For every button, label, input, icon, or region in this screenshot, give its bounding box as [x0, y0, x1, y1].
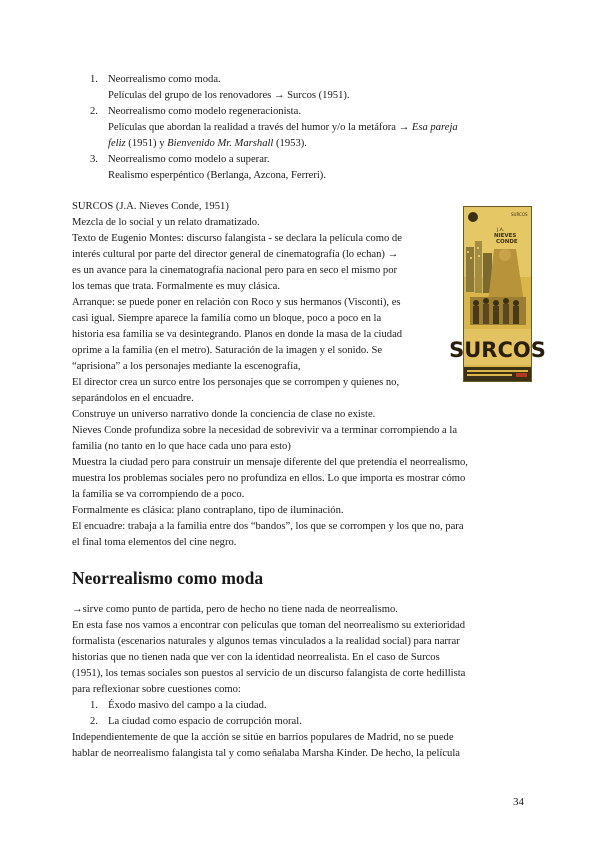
paragraph-line: muestra los problemas sociales pero no profundiza en ellos. Lo que importa es mostrar cómo: [72, 473, 466, 484]
list-item-title: Neorrealismo como modelo a superar.: [108, 154, 270, 165]
poster-title: SURCOS: [449, 338, 546, 362]
list-item-detail: Películas del grupo de los renovadores → Surcos (1951).: [108, 90, 350, 101]
paragraph-line: Formalmente es clásica: plano contraplano, tipo de iluminación.: [72, 505, 344, 516]
paragraph-line: Mezcla de lo social y un relato dramatizado.: [72, 217, 260, 228]
paragraph-line: oprime a la familia (en el metro). Saturación de la imagen y el sonido. Se: [72, 345, 383, 356]
list-number: 3.: [90, 154, 98, 165]
list-number: 2.: [90, 716, 98, 727]
poster-top-text: SURCOS: [511, 212, 528, 217]
surcos-heading: SURCOS (J.A. Nieves Conde, 1951): [72, 201, 229, 212]
paragraph-line: familia (no tanto en lo que hace cada uno para esto): [72, 441, 291, 452]
paragraph-line: para reflexionar sobre cuestiones como:: [72, 684, 241, 695]
paragraph-line: el final toma elementos del cine negro.: [72, 537, 237, 548]
paragraph-line: la familia se va corrompiendo de a poco.: [72, 489, 245, 500]
surcos-poster-image: [449, 206, 546, 382]
paragraph-line: historias que no tienen nada que ver con la identidad neorrealista. En el caso de Surcos: [72, 652, 440, 663]
list-item-title: Neorrealismo como modelo regeneracionista.: [108, 106, 301, 117]
list-item-detail: Realismo esperpéntico (Berlanga, Azcona, Ferreri).: [108, 170, 326, 181]
poster-illustration: [449, 207, 546, 381]
paragraph-line: Independientemente de que la acción se sitúe en barrios populares de Madrid, no se puede: [72, 732, 454, 743]
paragraph-line: Construye un universo narrativo donde la conciencia de clase no existe.: [72, 409, 376, 420]
section-heading: Neorrealismo como moda: [72, 568, 264, 588]
paragraph-line: los temas que trata. Formalmente es muy clásica.: [72, 281, 280, 292]
paragraph-line: Texto de Eugenio Montes: discurso falangista - se declara la película como de: [72, 233, 402, 244]
paragraph-line: Arranque: se puede poner en relación con Roco y sus hermanos (Visconti), es: [72, 297, 401, 308]
list-number: 2.: [90, 106, 98, 117]
paragraph-line: El encuadre: trabaja a la familia entre dos “bandos”, los que se corrompen y los que no, para: [72, 521, 464, 532]
paragraph-line: →sirve como punto de partida, pero de hecho no tiene nada de neorrealismo.: [72, 604, 398, 615]
poster-director-line2: NIEVES: [494, 233, 517, 239]
list-item-title: Neorrealismo como moda.: [108, 74, 221, 85]
page-number: 34: [513, 796, 524, 808]
paragraph-line: “aprisiona” a los personajes mediante la escenografía,: [72, 361, 301, 372]
list-item: La ciudad como espacio de corrupción moral.: [108, 716, 302, 727]
paragraph-line: interés cultural por parte del director general de cinematografía (lo echan) →: [72, 249, 399, 260]
paragraph-line: (1951), los temas sociales son puestos al servicio de un discurso falangista de corte hedillista: [72, 668, 466, 679]
list-item: Éxodo masivo del campo a la ciudad.: [108, 700, 267, 711]
paragraph-line: En esta fase nos vamos a encontrar con películas que toman del neorrealismo su exterioridad: [72, 620, 466, 631]
list-item-detail: feliz (1951) y Bienvenido Mr. Marshall (1953).: [108, 138, 307, 149]
paragraph-line: historia esa familia se va desintegrando. Planos en donde la masa de la ciudad: [72, 329, 403, 340]
list-item-detail: Películas que abordan la realidad a través del humor y/o la metáfora → Esa pareja: [108, 122, 458, 133]
list-number: 1.: [90, 74, 98, 85]
poster-director-line3: CONDE: [496, 239, 518, 245]
paragraph-line: separándolos en el encuadre.: [72, 393, 194, 404]
paragraph-line: El director crea un surco entre los personajes que se corrompen y quienes no,: [72, 377, 400, 388]
list-number: 1.: [90, 700, 98, 711]
paragraph-line: es un avance para la cinematografía nacional pero para en seco el mismo por: [72, 265, 398, 276]
paragraph-line: formalista (escenarios naturales y algunos temas vinculados a la realidad social) para narrar: [72, 636, 460, 647]
paragraph-line: hablar de neorrealismo falangista tal y como señalaba Marsha Kinder. De hecho, la película: [72, 748, 460, 759]
poster-director-line1: J.A.: [497, 228, 505, 233]
paragraph-line: casi igual. Siempre aparece la familia como un bloque, poco a poco en la: [72, 313, 382, 324]
paragraph-line: Nieves Conde profundiza sobre la necesidad de sobrevivir va a terminar corrompiendo a la: [72, 425, 458, 436]
paragraph-line: Muestra la ciudad pero para construir un mensaje diferente del que pretendía el neorrealismo,: [72, 457, 468, 468]
